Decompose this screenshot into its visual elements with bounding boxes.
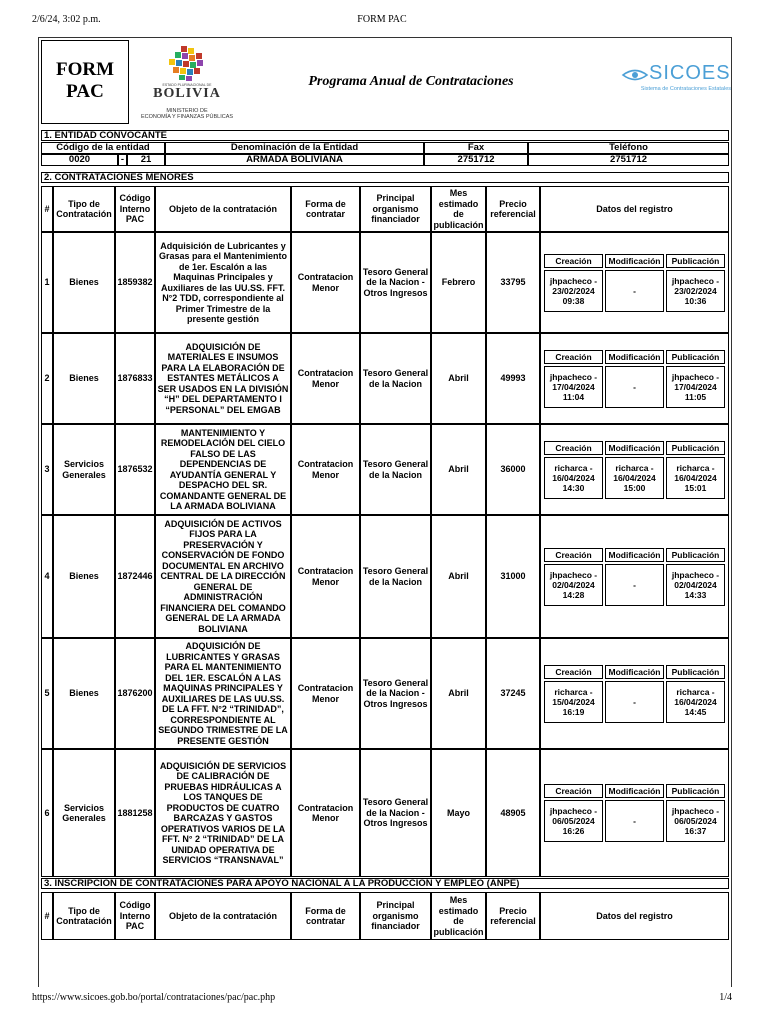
reg-header-publicacion: Publicación — [666, 665, 725, 679]
print-footer — [32, 992, 732, 1006]
th-registro: Datos del registro — [540, 186, 729, 232]
row-num: 5 — [41, 638, 53, 749]
reg-header-publicacion: Publicación — [666, 254, 725, 268]
col-denominacion: Denominación de la Entidad — [165, 142, 424, 154]
reg-publicacion-value: richarca - 16/04/2024 15:01 — [666, 457, 725, 499]
reg-header-creacion: Creación — [544, 548, 603, 562]
row-precio: 37245 — [486, 638, 540, 749]
row-codigo: 1859382 — [115, 232, 155, 333]
anpe-th-codigo: Código Interno PAC — [115, 892, 155, 940]
print-header — [32, 14, 732, 28]
reg-header-modificacion: Modificación — [605, 548, 664, 562]
section1-title: 1. ENTIDAD CONVOCANTE — [41, 130, 729, 141]
reg-header-modificacion: Modificación — [605, 441, 664, 455]
th-forma: Forma de contratar — [291, 186, 360, 232]
row-registro — [540, 232, 729, 333]
reg-publicacion-value: jhpacheco - 17/04/2024 11:05 — [666, 366, 725, 408]
logo-bolivia-text: BOLIVIA — [153, 86, 221, 101]
th-organismo: Principal organismo financiador — [360, 186, 431, 232]
row-objeto: MANTENIMIENTO Y REMODELACIÓN DEL CIELO FALSO DE LAS DEPENDENCIAS DE AYUDANTÍA GENERAL Y DESPACHO DEL SR. COMANDANTE GENERAL DE LA ARMADA BOLIVIANA — [155, 424, 291, 515]
row-mes: Abril — [431, 424, 486, 515]
reg-header-modificacion: Modificación — [605, 784, 664, 798]
table-row — [41, 333, 729, 424]
document-header — [41, 40, 729, 126]
row-forma: Contratacion Menor — [291, 333, 360, 424]
reg-creacion-value: jhpacheco - 17/04/2024 11:04 — [544, 366, 603, 408]
codigo-separator: - — [118, 154, 127, 166]
entity-header-row — [41, 142, 729, 154]
reg-header-creacion: Creación — [544, 254, 603, 268]
row-registro — [540, 424, 729, 515]
print-url: https://www.sicoes.gob.bo/portal/contrataciones/pac/pac.php — [32, 992, 276, 1003]
row-tipo: Servicios Generales — [53, 749, 115, 877]
pac-label: PAC — [66, 81, 104, 102]
row-registro — [540, 749, 729, 877]
form-label: FORM — [55, 59, 115, 80]
row-codigo: 1876532 — [115, 424, 155, 515]
sicoes-subtitle: Sistema de Contrataciones Estatales — [640, 86, 731, 92]
row-tipo: Bienes — [53, 638, 115, 749]
row-precio: 36000 — [486, 424, 540, 515]
table-row — [41, 424, 729, 515]
print-datetime: 2/6/24, 3:02 p.m. — [32, 14, 101, 25]
anpe-th-num: # — [41, 892, 53, 940]
entity-value-row — [41, 154, 729, 166]
print-title: FORM PAC — [357, 14, 407, 25]
reg-publicacion-value: richarca - 16/04/2024 14:45 — [666, 681, 725, 723]
row-num: 2 — [41, 333, 53, 424]
sicoes-emblem-icon — [621, 68, 649, 82]
reg-publicacion-value: jhpacheco - 02/04/2024 14:33 — [666, 564, 725, 606]
table-row — [41, 232, 729, 333]
anpe-th-organismo: Principal organismo financiador — [360, 892, 431, 940]
reg-modificacion-value: - — [605, 366, 664, 408]
row-num: 4 — [41, 515, 53, 638]
reg-modificacion-value: - — [605, 270, 664, 312]
registro-subtable — [542, 439, 727, 501]
col-telefono: Teléfono — [528, 142, 729, 154]
row-objeto: Adquisición de Lubricantes y Grasas para el Mantenimiento de 1er. Escalón a las Maquinas Principales y Auxiliares de las UU.SS. FFT. N°2 TDD, correspondiente al Primer Trimestre de la presente gestión — [155, 232, 291, 333]
row-mes: Abril — [431, 638, 486, 749]
row-num: 1 — [41, 232, 53, 333]
reg-modificacion-value: - — [605, 681, 664, 723]
ministerio-line1: MINISTERIO DE — [166, 108, 208, 114]
th-codigo: Código Interno PAC — [115, 186, 155, 232]
program-title: Programa Anual de Contrataciones — [308, 74, 514, 89]
reg-header-modificacion: Modificación — [605, 254, 664, 268]
reg-modificacion-value: - — [605, 564, 664, 606]
table-row — [41, 638, 729, 749]
row-tipo: Servicios Generales — [53, 424, 115, 515]
row-num: 3 — [41, 424, 53, 515]
row-objeto: ADQUISICIÓN DE LUBRICANTES Y GRASAS PARA EL MANTENIMIENTO DEL 1ER. ESCALÓN A LAS MAQUINAS PRINCIPALES Y AUXILIARES DE LAS UU.SS. DE LA FFT. N°2 “TRINIDAD”, CORRESPONDIENTE AL SEGUNDO TRIMESTRE DE LA PRESENTE GESTIÓN — [155, 638, 291, 749]
row-precio: 49993 — [486, 333, 540, 424]
reg-creacion-value: richarca - 15/04/2024 16:19 — [544, 681, 603, 723]
row-organismo: Tesoro General de la Nacion - Otros Ingresos — [360, 638, 431, 749]
anpe-table — [41, 892, 729, 940]
row-precio: 33795 — [486, 232, 540, 333]
reg-header-publicacion: Publicación — [666, 441, 725, 455]
section3-title: 3. INSCRIPCION DE CONTRATACIONES PARA APOYO NACIONAL A LA PRODUCCION Y EMPLEO (ANPE) — [41, 878, 729, 889]
row-tipo: Bienes — [53, 232, 115, 333]
registro-subtable — [542, 782, 727, 844]
reg-header-publicacion: Publicación — [666, 548, 725, 562]
row-forma: Contratacion Menor — [291, 749, 360, 877]
reg-header-creacion: Creación — [544, 665, 603, 679]
row-objeto: ADQUISICIÓN DE ACTIVOS FIJOS PARA LA PRESERVACIÓN Y CONSERVACIÓN DE FONDO DOCUMENTAL EN ARCHIVO CENTRAL DE LA DIRECCIÓN GENERAL DE ADMINISTRACIÓN FINANCIERA DEL COMANDO GENERAL DE LA ARMADA BOLIVIANA — [155, 515, 291, 638]
row-objeto: ADQUISICIÓN DE MATERIALES E INSUMOS PARA LA ELABORACIÓN DE ESTANTES METÁLICOS A SER USADOS EN LA DIVISIÓN “H” DEL DEPARTAMENTO I “PERSONAL” DEL EMGAB — [155, 333, 291, 424]
sicoes-wordmark: SICOES — [649, 62, 731, 84]
logo-estado-text: ESTADO PLURINACIONAL DE — [162, 83, 212, 87]
reg-publicacion-value: jhpacheco - 06/05/2024 16:37 — [666, 800, 725, 842]
row-tipo: Bienes — [53, 333, 115, 424]
row-codigo: 1872446 — [115, 515, 155, 638]
reg-creacion-value: richarca - 16/04/2024 14:30 — [544, 457, 603, 499]
row-tipo: Bienes — [53, 515, 115, 638]
table-header-row — [41, 186, 729, 232]
row-registro — [540, 333, 729, 424]
row-forma: Contratacion Menor — [291, 515, 360, 638]
th-objeto: Objeto de la contratación — [155, 186, 291, 232]
print-page-number: 1/4 — [719, 992, 732, 1003]
codigo-entidad-b: 21 — [127, 154, 165, 166]
anpe-th-mes: Mes estimado de publicación — [431, 892, 486, 940]
registro-subtable — [542, 546, 727, 608]
registro-subtable — [542, 348, 727, 410]
row-num: 6 — [41, 749, 53, 877]
row-registro — [540, 638, 729, 749]
registro-subtable — [542, 252, 727, 314]
row-organismo: Tesoro General de la Nacion - Otros Ingresos — [360, 232, 431, 333]
fax-value: 2751712 — [424, 154, 528, 166]
anpe-th-forma: Forma de contratar — [291, 892, 360, 940]
document-frame — [38, 37, 732, 987]
row-organismo: Tesoro General de la Nacion — [360, 424, 431, 515]
reg-creacion-value: jhpacheco - 06/05/2024 16:26 — [544, 800, 603, 842]
anpe-th-registro: Datos del registro — [540, 892, 729, 940]
reg-publicacion-value: jhpacheco - 23/02/2024 10:36 — [666, 270, 725, 312]
bolivia-logo — [131, 40, 243, 124]
ministerio-line2: ECONOMÍA Y FINANZAS PÚBLICAS — [140, 114, 234, 120]
row-forma: Contratacion Menor — [291, 638, 360, 749]
table-row — [41, 749, 729, 877]
row-mes: Febrero — [431, 232, 486, 333]
row-organismo: Tesoro General de la Nacion — [360, 515, 431, 638]
row-forma: Contratacion Menor — [291, 424, 360, 515]
row-mes: Abril — [431, 333, 486, 424]
section2-title: 2. CONTRATACIONES MENORES — [41, 172, 729, 183]
row-registro — [540, 515, 729, 638]
th-num: # — [41, 186, 53, 232]
reg-header-creacion: Creación — [544, 350, 603, 364]
th-mes: Mes estimado de publicación — [431, 186, 486, 232]
row-organismo: Tesoro General de la Nacion - Otros Ingresos — [360, 749, 431, 877]
reg-header-creacion: Creación — [544, 784, 603, 798]
anpe-header-row — [41, 892, 729, 940]
reg-modificacion-value: - — [605, 800, 664, 842]
col-fax: Fax — [424, 142, 528, 154]
row-organismo: Tesoro General de la Nacion — [360, 333, 431, 424]
reg-header-modificacion: Modificación — [605, 665, 664, 679]
row-codigo: 1876833 — [115, 333, 155, 424]
th-tipo: Tipo de Contratación — [53, 186, 115, 232]
anpe-th-objeto: Objeto de la contratación — [155, 892, 291, 940]
codigo-entidad-a: 0020 — [41, 154, 118, 166]
anpe-th-tipo: Tipo de Contratación — [53, 892, 115, 940]
row-mes: Mayo — [431, 749, 486, 877]
reg-header-publicacion: Publicación — [666, 784, 725, 798]
row-precio: 48905 — [486, 749, 540, 877]
row-precio: 31000 — [486, 515, 540, 638]
row-forma: Contratacion Menor — [291, 232, 360, 333]
form-pac-box — [41, 40, 129, 124]
table-row — [41, 515, 729, 638]
telefono-value: 2751712 — [528, 154, 729, 166]
row-objeto: ADQUISICIÓN DE SERVICIOS DE CALIBRACIÓN DE PRUEBAS HIDRÁULICAS A LOS TANQUES DE PRODUCTOS DE CUATRO BARCAZAS Y GASTOS OPERATIVOS VARIOS DE LA FFT. N° 2 “TRINIDAD” DE LA UNIDAD OPERATIVA DE SERVICIOS “TRANSNAVAL” — [155, 749, 291, 877]
contrataciones-menores-table — [41, 186, 729, 877]
reg-header-publicacion: Publicación — [666, 350, 725, 364]
reg-creacion-value: jhpacheco - 23/02/2024 09:38 — [544, 270, 603, 312]
row-codigo: 1876200 — [115, 638, 155, 749]
reg-header-modificacion: Modificación — [605, 350, 664, 364]
reg-creacion-value: jhpacheco - 02/04/2024 14:28 — [544, 564, 603, 606]
row-codigo: 1881258 — [115, 749, 155, 877]
denominacion-value: ARMADA BOLIVIANA — [165, 154, 424, 166]
anpe-th-precio: Precio referencial — [486, 892, 540, 940]
row-mes: Abril — [431, 515, 486, 638]
entity-table — [41, 142, 729, 166]
reg-modificacion-value: richarca - 16/04/2024 15:00 — [605, 457, 664, 499]
sicoes-logo — [621, 62, 731, 102]
col-codigo-entidad: Código de la entidad — [41, 142, 165, 154]
th-precio: Precio referencial — [486, 186, 540, 232]
reg-header-creacion: Creación — [544, 441, 603, 455]
ministerio-text — [131, 108, 243, 120]
registro-subtable — [542, 663, 727, 725]
